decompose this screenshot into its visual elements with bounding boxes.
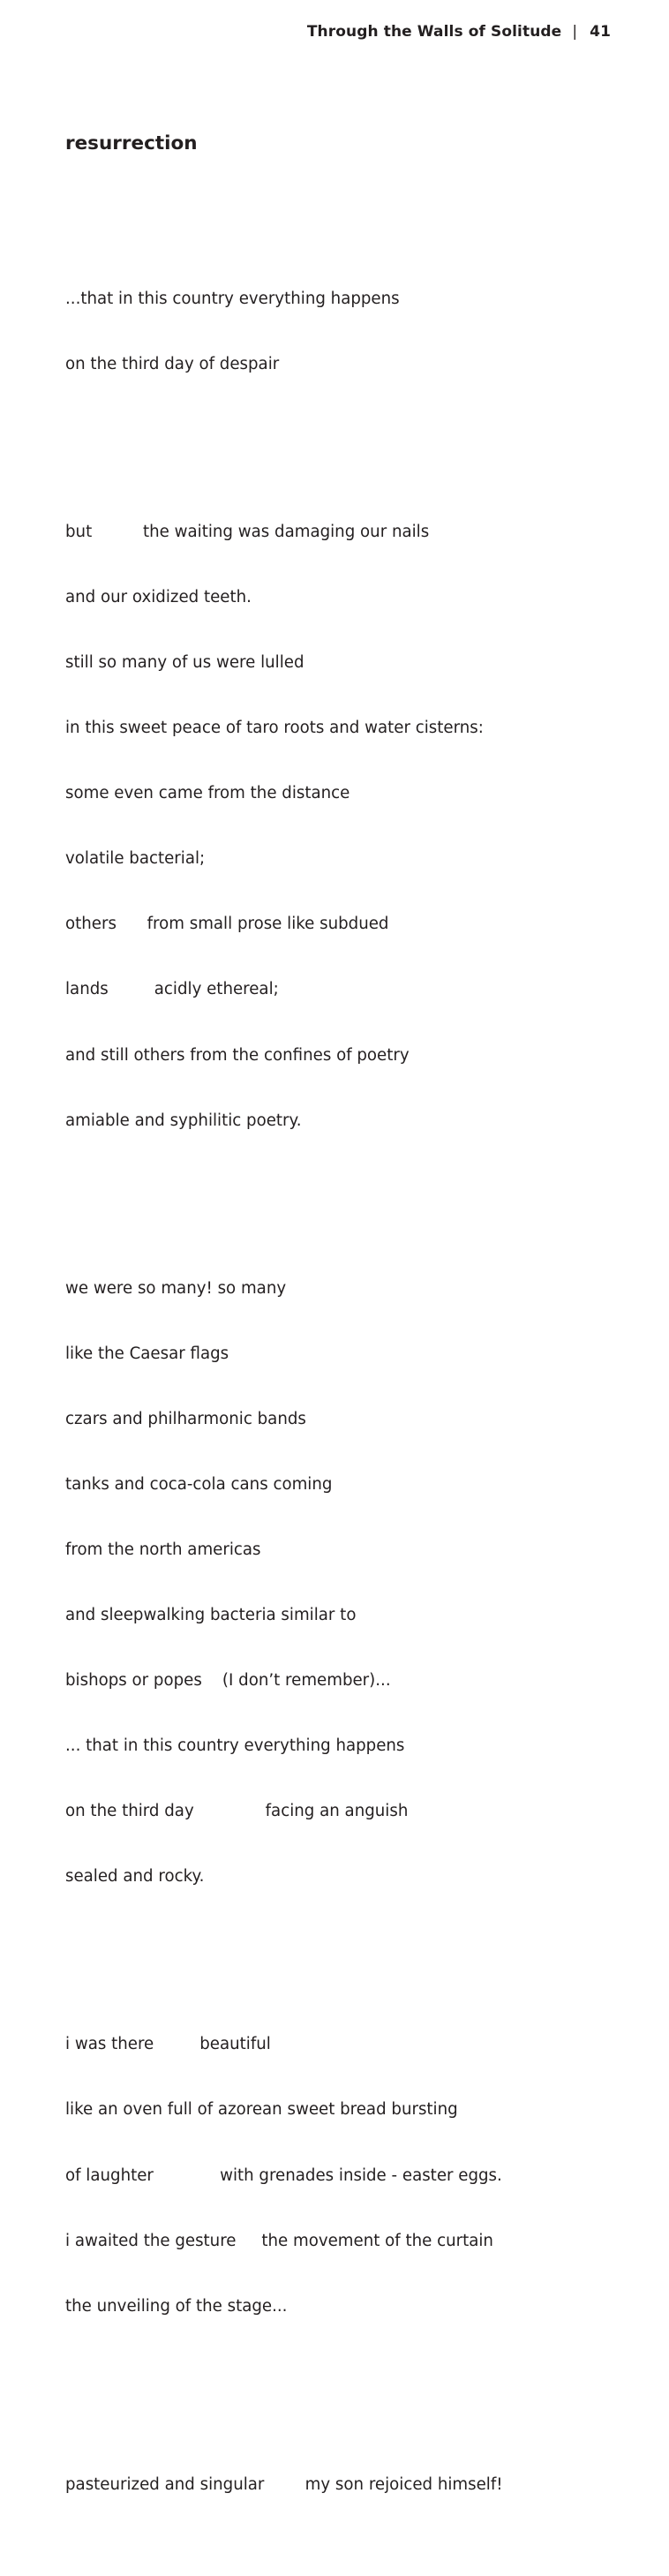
header-separator: | bbox=[572, 23, 578, 41]
stanza bbox=[65, 1234, 503, 1932]
poem-line: we were so many! so many bbox=[65, 1278, 287, 1298]
poem-line: from the north americas bbox=[65, 1540, 261, 1559]
poem-line: on the third day facing an anguish bbox=[65, 1802, 409, 1821]
poem-line: lands acidly ethereal; bbox=[65, 980, 279, 999]
stanza bbox=[65, 245, 503, 419]
poem-line: amiable and syphilitic poetry. bbox=[65, 1111, 302, 1130]
poem-body bbox=[65, 201, 503, 2576]
poem-line: ...that in this country everything happens bbox=[65, 289, 400, 308]
book-title: Through the Walls of Solitude bbox=[306, 23, 562, 41]
poem-line: still so many of us were lulled bbox=[65, 653, 304, 672]
poem-line: sealed and rocky. bbox=[65, 1867, 205, 1887]
running-head bbox=[307, 23, 611, 41]
poem-line: i awaited the gesture the movement of the curtain bbox=[65, 2231, 493, 2250]
poem-line: others from small prose like subdued bbox=[65, 915, 389, 934]
poem-line: like the Caesar flags bbox=[65, 1344, 229, 1363]
poem-line: tanks and coca-cola cans coming bbox=[65, 1474, 333, 1494]
page-number: 41 bbox=[590, 23, 611, 41]
poem-line: volatile bacterial; bbox=[65, 849, 206, 869]
poem-title: resurrection bbox=[65, 132, 198, 154]
poem-line: but the waiting was damaging our nails bbox=[65, 522, 430, 541]
poem-line: and sleepwalking bacteria similar to bbox=[65, 1606, 357, 1625]
stanza bbox=[65, 2430, 503, 2540]
poem-line: i was there beautiful bbox=[65, 2035, 271, 2054]
poem-line: and still others from the confines of poetry bbox=[65, 1045, 410, 1065]
poem-line: ... that in this country everything happens bbox=[65, 1736, 405, 1756]
poem-line: like an oven full of azorean sweet bread bursting bbox=[65, 2100, 458, 2120]
poem-line: pasteurized and singular my son rejoiced himself! bbox=[65, 2474, 503, 2494]
stanza bbox=[65, 478, 503, 1175]
poem-line: bishops or popes (I don’t remember)... bbox=[65, 1671, 391, 1691]
poem-line: in this sweet peace of taro roots and water cisterns: bbox=[65, 719, 484, 738]
poem-line: czars and philharmonic bands bbox=[65, 1409, 306, 1428]
stanza bbox=[65, 1991, 503, 2361]
poem-line: the unveiling of the stage... bbox=[65, 2296, 288, 2316]
poem-line: of laughter with grenades inside - easter eggs. bbox=[65, 2165, 502, 2185]
poem-line: on the third day of despair bbox=[65, 354, 280, 373]
poem-line: and our oxidized teeth. bbox=[65, 587, 252, 606]
poem-line: some even came from the distance bbox=[65, 784, 350, 803]
